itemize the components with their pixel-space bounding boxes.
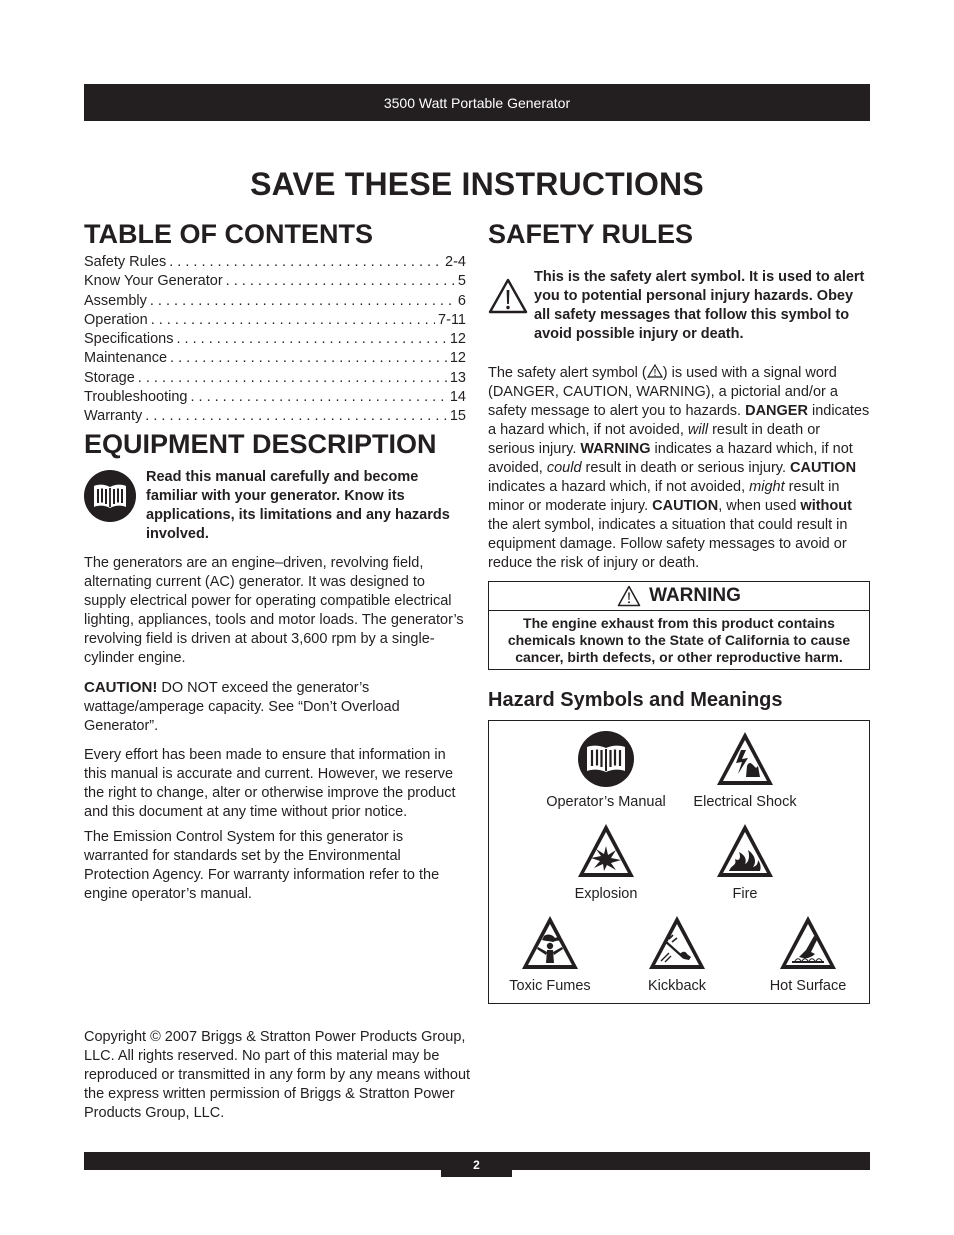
- read-manual-text: Read this manual carefully and become familiar with your generator. Know its applications, its limitations and any hazards involved.: [146, 468, 450, 542]
- text-span: result in minor or moderate injury.: [488, 479, 840, 514]
- caution-text: DO NOT exceed the generator’s wattage/amperage capacity. See “Don’t Overload Generator”.: [84, 679, 400, 734]
- toc-item-page: 6: [457, 292, 466, 309]
- toc-item-label: Specifications: [84, 331, 174, 348]
- toc-item-page: 12: [449, 350, 466, 367]
- toc-item[interactable]: [84, 370, 466, 389]
- toc-leader: [150, 293, 455, 309]
- warning-text: The engine exhaust from this product contains chemicals known to the State of California to cause cancer, birth defects, or other reproductive harm.: [507, 615, 851, 665]
- text-span: result in death or serious injury.: [581, 460, 790, 476]
- toc-item-page: 14: [449, 389, 466, 406]
- toc-leader: [145, 408, 447, 424]
- toc-item-label: Operation: [84, 311, 148, 328]
- caution-word: CAUTION: [790, 460, 857, 476]
- danger-word: DANGER: [745, 403, 808, 419]
- safety-alert-icon: [488, 278, 528, 314]
- hazard-label: Fire: [732, 886, 758, 902]
- hazard-item: [675, 730, 815, 810]
- table-of-contents: [84, 254, 466, 428]
- left-column: [84, 218, 466, 904]
- toc-item[interactable]: [84, 293, 466, 312]
- safety-heading: SAFETY RULES: [488, 219, 694, 249]
- header-title: 3500 Watt Portable Generator: [383, 94, 571, 111]
- toc-item-label: Storage: [84, 369, 135, 386]
- read-manual-callout: [84, 468, 466, 544]
- hazard-label: Explosion: [574, 886, 638, 902]
- hazard-label: Operator’s Manual: [546, 794, 666, 810]
- toc-leader: [170, 350, 447, 366]
- toc-item-label: Troubleshooting: [84, 389, 188, 406]
- warning-header: [489, 582, 869, 611]
- toc-leader: [169, 254, 442, 270]
- copyright-notice: Copyright © 2007 Briggs & Stratton Power Products Group, LLC. All rights reserved. No part of this material may be reproduced or transmitted in any form by any means without the express written permission of Briggs & Stratton Power Products Group, LLC.: [84, 1029, 471, 1121]
- text-span: the alert symbol, indicates a situation that could result in equipment damage. Follow safety messages to avoid or reduce the risk of injury or death.: [488, 517, 848, 571]
- book-icon: [84, 470, 136, 522]
- kickback-icon: [647, 914, 707, 972]
- electrical-shock-icon: [715, 730, 775, 788]
- emphasis-word: could: [546, 460, 582, 476]
- warning-triangle-icon: [617, 585, 641, 607]
- caution-label: CAUTION!: [84, 678, 158, 696]
- caution-word: CAUTION: [652, 498, 719, 514]
- warning-title: WARNING: [649, 585, 741, 606]
- toc-item[interactable]: [84, 273, 466, 292]
- toc-item-label: Maintenance: [84, 350, 168, 367]
- toc-leader: [176, 331, 446, 347]
- toc-item[interactable]: [84, 331, 466, 350]
- hazard-label: Kickback: [647, 978, 707, 994]
- hazard-symbols-heading: Hazard Symbols and Meanings: [488, 689, 783, 711]
- toc-item-label: Assembly: [84, 292, 147, 309]
- hazard-item: [489, 914, 611, 994]
- toc-item-label: Safety Rules: [84, 254, 167, 270]
- text-span: result in death or serious injury.: [488, 422, 821, 457]
- toc-heading: TABLE OF CONTENTS: [84, 219, 373, 249]
- toc-item[interactable]: [84, 350, 466, 369]
- generator-description: The generators are an engine–driven, revolving field, alternating current (AC) generator. It was designed to supply electrical power for operating compatible electrical lighting, appliances, tools and motor loads. The generator’s revolving field is driven at about 3,600 rpm by a single-cylinder engine.: [84, 554, 464, 666]
- safety-alert-inline-icon: [647, 364, 663, 378]
- text-span: ) is used with a signal word (DANGER, CAUTION, WARNING), a pictorial and/or a safety message to alert you to hazards.: [488, 365, 838, 419]
- toc-leader: [190, 389, 446, 405]
- toxic-fumes-icon: [520, 914, 580, 972]
- toc-item-page: 2-4: [445, 254, 466, 270]
- right-column: [488, 218, 870, 1004]
- toc-leader: [226, 273, 455, 289]
- toc-item[interactable]: [84, 312, 466, 331]
- accuracy-paragraph: Every effort has been made to ensure that information in this manual is accurate and current. However, we reserve the right to change, alter or otherwise improve the product and this document at any time without prior notice.: [84, 746, 456, 820]
- toc-item-label: Warranty: [84, 408, 143, 425]
- toc-leader: [138, 370, 447, 386]
- page-title: SAVE THESE INSTRUCTIONS: [250, 166, 704, 202]
- safety-alert-text: This is the safety alert symbol. It is used to alert you to potential personal injury hazards. Obey all safety messages that follow this symbol to avoid possible injury or death.: [534, 269, 865, 342]
- toc-item[interactable]: [84, 389, 466, 408]
- equipment-heading: EQUIPMENT DESCRIPTION: [84, 428, 437, 459]
- safety-alert-callout: [488, 268, 870, 344]
- hazard-item: [615, 914, 739, 994]
- signal-word-paragraph: [488, 364, 870, 573]
- hazard-item: [680, 822, 810, 902]
- toc-item-page: 5: [457, 273, 466, 290]
- warning-box: [488, 581, 870, 670]
- hazard-label: Electrical Shock: [693, 794, 797, 810]
- text-span: The safety alert symbol (: [488, 365, 647, 381]
- page-number-text: 2: [473, 1157, 480, 1172]
- emphasis-word: might: [749, 479, 785, 495]
- hazard-label: Hot Surface: [769, 978, 847, 994]
- hazard-item: [745, 914, 871, 994]
- explosion-icon: [576, 822, 636, 880]
- hazard-item: [531, 730, 681, 810]
- text-span: indicates a hazard which, if not avoided,: [488, 479, 750, 495]
- fire-icon: [715, 822, 775, 880]
- caution-paragraph: [84, 678, 466, 736]
- text-span: indicates a hazard which, if not avoided,: [488, 441, 853, 476]
- hazard-symbols-grid: [488, 720, 870, 1004]
- header-bar: [84, 84, 870, 121]
- book-icon: [576, 730, 636, 788]
- hot-surface-icon: [778, 914, 838, 972]
- toc-leader: [151, 312, 435, 328]
- emission-paragraph: The Emission Control System for this generator is warranted for standards set by the Environmental Protection Agency. For warranty information refer to the engine operator’s manual.: [84, 828, 440, 902]
- warning-word: WARNING: [580, 441, 651, 457]
- toc-item[interactable]: [84, 254, 466, 273]
- toc-item-page: 13: [449, 369, 466, 386]
- toc-item-label: Know Your Generator: [84, 273, 223, 290]
- hazard-item: [541, 822, 671, 902]
- hazard-label: Toxic Fumes: [509, 978, 591, 994]
- text-span: , when used: [718, 498, 801, 514]
- toc-item[interactable]: [84, 408, 466, 427]
- without-word: without: [800, 498, 852, 514]
- text-span: indicates a hazard which, if not avoided,: [488, 403, 870, 438]
- toc-item-page: 12: [449, 331, 466, 348]
- toc-item-page: 15: [449, 408, 466, 425]
- emphasis-word: will: [687, 422, 709, 438]
- page-number: [441, 1152, 512, 1177]
- toc-item-page: 7-11: [438, 311, 466, 328]
